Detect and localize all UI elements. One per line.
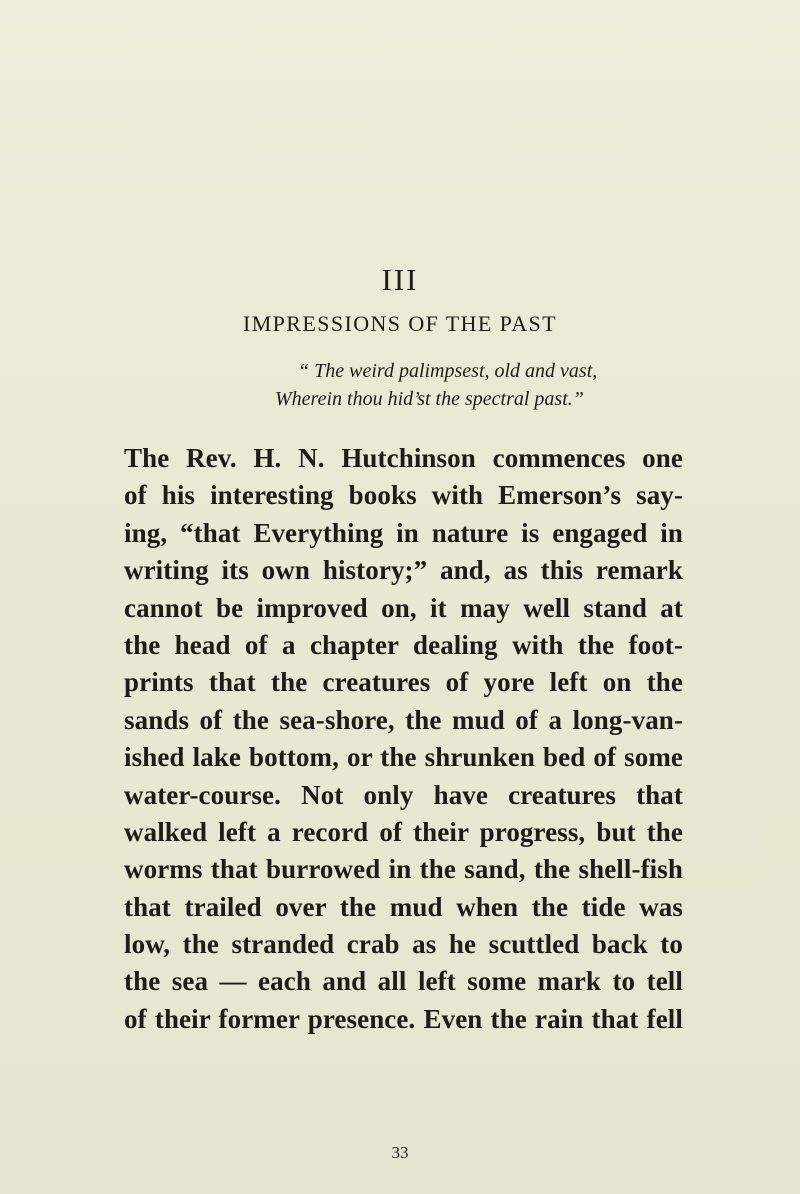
page-number: 33 (391, 1143, 409, 1162)
body-line: of his interesting books with Emerson’s say- (124, 480, 683, 511)
body-line: The Rev. H. N. Hutchinson commences one (124, 443, 683, 473)
body-line: low, the stranded crab as he scuttled back to (124, 929, 683, 960)
body-line: ished lake bottom, or the shrunken bed of some (124, 742, 683, 773)
body-line: walked left a record of their progress, but the (124, 816, 683, 847)
chapter-title: IMPRESSIONS OF THE PAST (242, 311, 557, 336)
epigraph-line-1 (0, 360, 798, 383)
epigraph-line-1-text: “ The weird palimpsest, old and vast, (298, 360, 598, 382)
body-line: ing, “that Everything in nature is engaged in (124, 517, 683, 548)
body-line: that trailed over the mud when the tide was (124, 891, 683, 922)
body-line: the head of a chapter dealing with the foot- (124, 629, 683, 660)
body-line: prints that the creatures of yore left on the (124, 667, 683, 698)
body-line: the sea — each and all left some mark to tell (124, 966, 683, 997)
epigraph-line-2 (0, 388, 800, 411)
body-line: worms that burrowed in the sand, the shell-fish (124, 854, 683, 885)
epigraph-line-2-text: Wherein thou hid’st the spectral past.” (275, 388, 584, 410)
body-line: cannot be improved on, it may well stand at (124, 592, 683, 623)
body-paragraph (124, 440, 683, 1038)
body-line: writing its own history;” and, as this remark (124, 555, 683, 586)
body-line: sands of the sea-shore, the mud of a long-van- (124, 704, 683, 735)
chapter-number: III (381, 262, 419, 297)
body-line: water-course. Not only have creatures that (124, 779, 683, 810)
body-line: of their former presence. Even the rain that fell (124, 1003, 683, 1034)
